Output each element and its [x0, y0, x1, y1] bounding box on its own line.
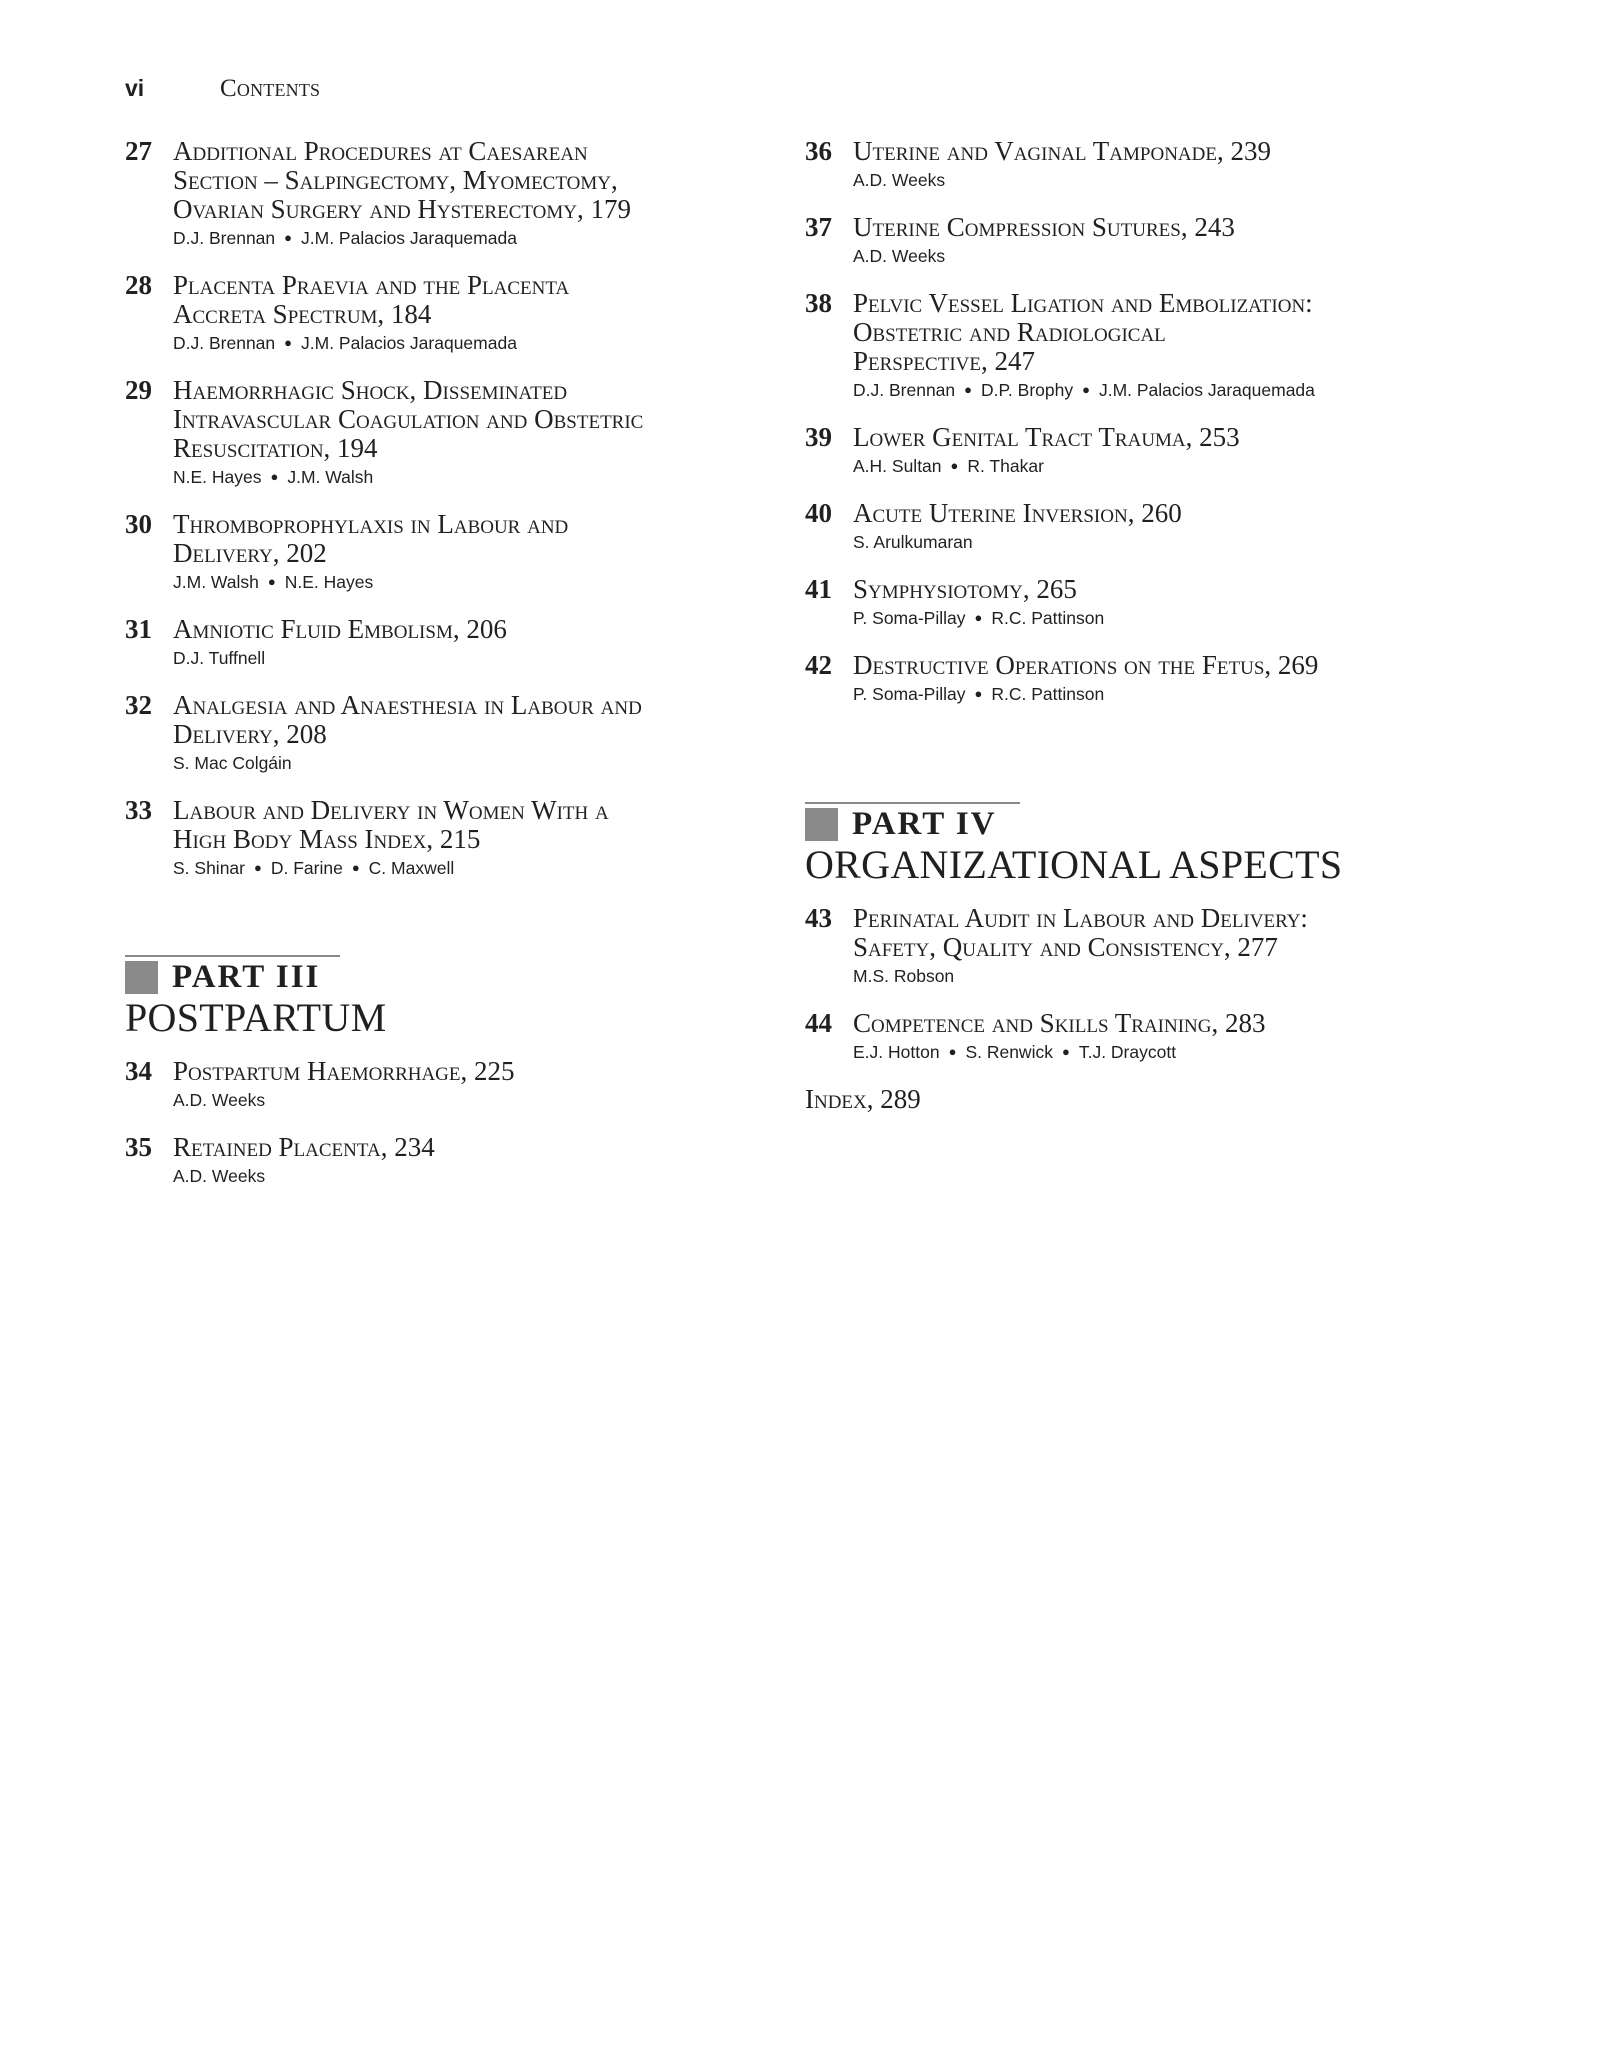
chapter-authors: [853, 243, 1425, 269]
right-column: [805, 137, 1425, 1114]
chapter-number: 36: [805, 136, 832, 166]
chapter-number: 27: [125, 136, 152, 166]
chapter-authors: [853, 963, 1425, 989]
toc-entry-44[interactable]: [805, 1009, 1425, 1065]
chapter-authors: [853, 167, 1425, 193]
chapter-title-line: Resuscitation, 194: [173, 433, 378, 463]
chapter-title-line: Analgesia and Anaesthesia in Labour and: [173, 690, 642, 720]
author-name: S. Arulkumaran: [853, 532, 973, 552]
toc-list-left-top: [125, 137, 745, 881]
bullet-separator-icon: ●: [1061, 1044, 1070, 1059]
bullet-separator-icon: ●: [964, 382, 972, 397]
chapter-title-line: Uterine and Vaginal Tamponade, 239: [853, 136, 1271, 166]
author-name: S. Shinar: [173, 858, 245, 878]
left-column: [125, 137, 745, 1209]
chapter-authors: [853, 605, 1425, 631]
chapter-title-line: Amniotic Fluid Embolism, 206: [173, 614, 507, 644]
author-name: J.M. Walsh: [173, 572, 259, 592]
chapter-title-line: Labour and Delivery in Women With a: [173, 795, 609, 825]
author-name: D.P. Brophy: [981, 380, 1074, 400]
author-name: D.J. Brennan: [173, 228, 276, 248]
part-label: PART IV: [852, 806, 997, 842]
running-head: [125, 75, 320, 109]
author-name: D. Farine: [270, 858, 343, 878]
author-name: J.M. Walsh: [287, 467, 374, 487]
part-marker-box: [125, 961, 158, 994]
bullet-separator-icon: ●: [284, 335, 292, 350]
toc-list-right-top: [805, 137, 1425, 707]
chapter-number: 40: [805, 498, 832, 528]
chapter-title-line: Intravascular Coagulation and Obstetric: [173, 404, 644, 434]
author-name: C. Maxwell: [368, 858, 455, 878]
chapter-title-line: Delivery, 208: [173, 719, 327, 749]
chapter-authors: [853, 377, 1425, 403]
author-name: P. Soma-Pillay: [853, 684, 966, 704]
author-name: J.M. Palacios Jaraquemada: [301, 333, 517, 353]
author-name: A.D. Weeks: [853, 170, 946, 190]
author-name: R. Thakar: [967, 456, 1044, 476]
author-name: P. Soma-Pillay: [853, 608, 966, 628]
chapter-title-line: Pelvic Vessel Ligation and Embolization:: [853, 288, 1313, 318]
toc-entry-38[interactable]: [805, 289, 1425, 403]
chapter-title-line: Obstetric and Radiological: [853, 317, 1166, 347]
part-label: PART III: [172, 959, 321, 995]
part-title: POSTPARTUM: [125, 995, 387, 1040]
chapter-title-line: Additional Procedures at Caesarean: [173, 136, 588, 166]
part-heading-4: [805, 802, 1425, 886]
toc-entry-39[interactable]: [805, 423, 1425, 479]
author-name: N.E. Hayes: [284, 572, 374, 592]
chapter-title-line: Lower Genital Tract Trauma, 253: [853, 422, 1240, 452]
chapter-title-line: Placenta Praevia and the Placenta: [173, 270, 570, 300]
toc-entry-32[interactable]: [125, 691, 745, 776]
chapter-title-line: Safety, Quality and Consistency, 277: [853, 932, 1278, 962]
toc-list-left-bottom: [125, 1057, 745, 1189]
chapter-number: 28: [125, 270, 152, 300]
chapter-authors: [853, 529, 1425, 555]
bullet-separator-icon: ●: [284, 230, 292, 245]
toc-entry-35[interactable]: [125, 1133, 745, 1189]
bullet-separator-icon: ●: [950, 458, 959, 473]
toc-entry-34[interactable]: [125, 1057, 745, 1113]
chapter-title-line: Section – Salpingectomy, Myomectomy,: [173, 165, 618, 195]
author-name: A.D. Weeks: [173, 1166, 266, 1186]
chapter-title-line: Perinatal Audit in Labour and Delivery:: [853, 903, 1308, 933]
chapter-number: 43: [805, 903, 832, 933]
author-name: T.J. Draycott: [1078, 1042, 1177, 1062]
chapter-number: 34: [125, 1056, 152, 1086]
page-number: vi: [125, 75, 145, 101]
chapter-authors: [173, 330, 745, 356]
bullet-separator-icon: ●: [1082, 382, 1090, 397]
chapter-authors: [173, 1087, 745, 1113]
toc-entry-27[interactable]: [125, 137, 745, 251]
toc-list-right-bottom: [805, 904, 1425, 1065]
toc-entry-31[interactable]: [125, 615, 745, 671]
chapter-number: 31: [125, 614, 152, 644]
chapter-title-line: Perspective, 247: [853, 346, 1035, 376]
running-title: Contents: [220, 75, 321, 102]
chapter-number: 39: [805, 422, 832, 452]
chapter-authors: [173, 645, 745, 671]
chapter-title-line: Haemorrhagic Shock, Disseminated: [173, 375, 568, 405]
author-name: A.D. Weeks: [173, 1090, 266, 1110]
chapter-title-line: Symphysiotomy, 265: [853, 574, 1077, 604]
toc-entry-28[interactable]: [125, 271, 745, 356]
chapter-authors: [173, 464, 745, 490]
author-name: D.J. Tuffnell: [173, 648, 266, 668]
chapter-number: 42: [805, 650, 832, 680]
bullet-separator-icon: ●: [267, 574, 276, 589]
chapter-title-line: Retained Placenta, 234: [173, 1132, 435, 1162]
toc-entry-42[interactable]: [805, 651, 1425, 707]
author-name: D.J. Brennan: [853, 380, 956, 400]
author-name: A.D. Weeks: [853, 246, 946, 266]
chapter-authors: [173, 855, 745, 881]
author-name: S. Mac Colgáin: [173, 753, 292, 773]
bullet-separator-icon: ●: [270, 469, 279, 484]
chapter-title-line: Postpartum Haemorrhage, 225: [173, 1056, 515, 1086]
chapter-title-line: Competence and Skills Training, 283: [853, 1008, 1266, 1038]
index-entry[interactable]: Index, 289: [805, 1084, 921, 1114]
chapter-title-line: Destructive Operations on the Fetus, 269: [853, 650, 1319, 680]
toc-entry-36[interactable]: [805, 137, 1425, 193]
bullet-separator-icon: ●: [351, 860, 360, 875]
author-name: R.C. Pattinson: [991, 608, 1105, 628]
bullet-separator-icon: ●: [253, 860, 262, 875]
part-heading-3: [125, 955, 745, 1039]
author-name: J.M. Palacios Jaraquemada: [1098, 380, 1315, 400]
toc-entry-29[interactable]: [125, 376, 745, 490]
author-name: R.C. Pattinson: [991, 684, 1105, 704]
author-name: S. Renwick: [965, 1042, 1053, 1062]
chapter-number: 29: [125, 375, 152, 405]
author-name: J.M. Palacios Jaraquemada: [301, 228, 517, 248]
chapter-authors: [173, 225, 745, 251]
author-name: N.E. Hayes: [173, 467, 262, 487]
chapter-number: 32: [125, 690, 152, 720]
toc-entry-33[interactable]: [125, 796, 745, 881]
chapter-number: 37: [805, 212, 832, 242]
chapter-title-line: Ovarian Surgery and Hysterectomy, 179: [173, 194, 631, 224]
toc-entry-30[interactable]: [125, 510, 745, 595]
chapter-number: 33: [125, 795, 152, 825]
chapter-authors: [173, 750, 745, 776]
chapter-title-line: Delivery, 202: [173, 538, 327, 568]
chapter-title-line: Uterine Compression Sutures, 243: [853, 212, 1235, 242]
chapter-authors: [853, 1039, 1425, 1065]
toc-entry-43[interactable]: [805, 904, 1425, 989]
chapter-title-line: Thromboprophylaxis in Labour and: [173, 509, 569, 539]
author-name: E.J. Hotton: [853, 1042, 940, 1062]
chapter-number: 38: [805, 288, 832, 318]
chapter-number: 30: [125, 509, 152, 539]
chapter-authors: [173, 1163, 745, 1189]
chapter-authors: [173, 569, 745, 595]
toc-entry-40[interactable]: [805, 499, 1425, 555]
part-marker-box: [805, 808, 838, 841]
bullet-separator-icon: ●: [974, 610, 983, 625]
toc-entry-41[interactable]: [805, 575, 1425, 631]
toc-entry-37[interactable]: [805, 213, 1425, 269]
chapter-number: 44: [805, 1008, 832, 1038]
author-name: D.J. Brennan: [173, 333, 276, 353]
chapter-authors: [853, 681, 1425, 707]
chapter-authors: [853, 453, 1425, 479]
chapter-number: 41: [805, 574, 832, 604]
author-name: A.H. Sultan: [853, 456, 942, 476]
bullet-separator-icon: ●: [974, 686, 983, 701]
chapter-number: 35: [125, 1132, 152, 1162]
bullet-separator-icon: ●: [948, 1044, 957, 1059]
chapter-title-line: Accreta Spectrum, 184: [173, 299, 432, 329]
part-title: ORGANIZATIONAL ASPECTS: [805, 842, 1343, 887]
chapter-title-line: High Body Mass Index, 215: [173, 824, 481, 854]
author-name: M.S. Robson: [853, 966, 955, 986]
chapter-title-line: Acute Uterine Inversion, 260: [853, 498, 1182, 528]
